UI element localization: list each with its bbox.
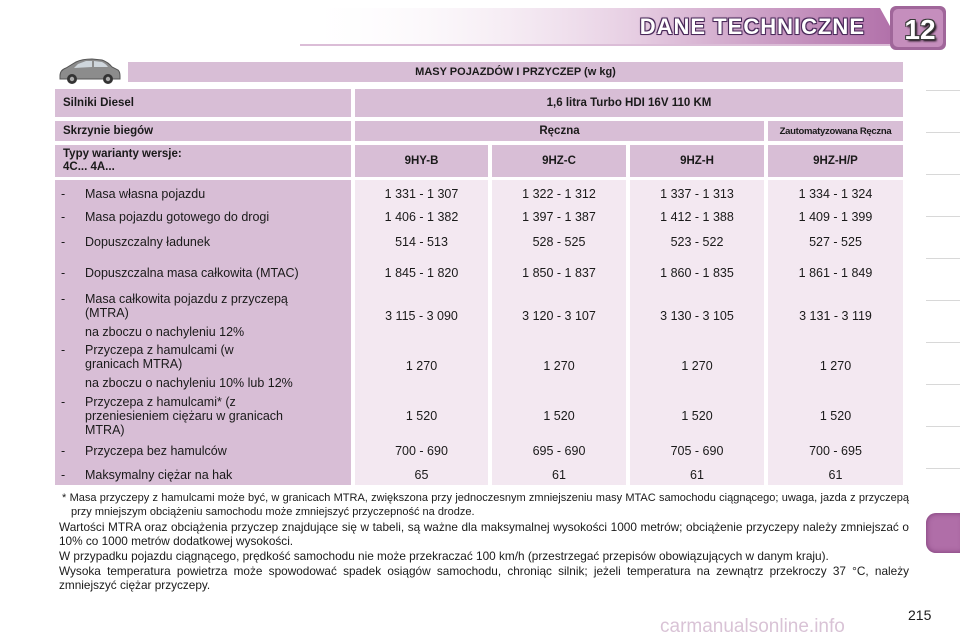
row-label: Przyczepa z hamulcami (w granicach MTRA): [85, 343, 234, 371]
table-row: [55, 183, 903, 205]
engine-label: Silniki Diesel: [55, 89, 351, 117]
row-dash: -: [61, 266, 66, 280]
cell-value: 1 270: [819, 359, 852, 373]
table-row: [55, 440, 903, 462]
cell-value: 1 520: [681, 409, 713, 423]
table-row: [55, 292, 903, 340]
cell-value: 1 331 - 1 307: [384, 187, 459, 201]
cell-value: 527 - 525: [809, 235, 862, 249]
row-dash: -: [61, 444, 66, 458]
type-header: 9HZ-C: [492, 145, 626, 177]
note-paragraph: W przypadku pojazdu ciągnącego, prędkość samochodu nie może przekraczać 100 km/h (przestrzegać przepisów obowiązujących w danym kraju).: [59, 549, 829, 563]
side-tabs: [926, 60, 960, 580]
row-label: Masa pojazdu gotowego do drogi: [85, 210, 270, 224]
cell-value: 695 - 690: [532, 444, 586, 458]
cell-value: 528 - 525: [532, 235, 586, 249]
cell-value: 1 270: [681, 359, 713, 373]
cell-value: 1 322 - 1 312: [522, 187, 596, 201]
side-tab[interactable]: [926, 90, 960, 130]
cell-value: 700 - 695: [809, 444, 862, 458]
cell-value: 1 406 - 1 382: [384, 210, 459, 224]
table-row: [55, 464, 903, 486]
notes-section: [59, 491, 909, 593]
side-tab[interactable]: [926, 384, 960, 424]
type-header: 9HZ-H: [630, 145, 764, 177]
cell-value: 3 131 - 3 119: [799, 309, 872, 323]
gearbox-auto: Zautomatyzowana Ręczna: [768, 121, 903, 141]
cell-value: 1 520: [819, 409, 852, 423]
table-row: [55, 206, 903, 228]
cell-value: 1 334 - 1 324: [798, 187, 873, 201]
engine-row: [55, 89, 903, 117]
cell-value: 1 520: [405, 409, 438, 423]
row-dash: -: [61, 235, 66, 249]
cell-value: 1 337 - 1 313: [660, 187, 734, 201]
row-label: Masa własna pojazdu: [85, 187, 206, 201]
cell-value: 1 861 - 1 849: [798, 266, 873, 280]
cell-value: 61: [828, 468, 843, 482]
row-sublabel: na zboczu o nachyleniu 12%: [85, 325, 245, 339]
cell-value: 3 130 - 3 105: [660, 309, 734, 323]
cell-value: 1 412 - 1 388: [660, 210, 734, 224]
gearbox-row: [55, 121, 903, 141]
cell-value: 65: [414, 468, 429, 482]
types-label-line2: 4C... 4A...: [63, 161, 115, 173]
cell-value: 700 - 690: [395, 444, 448, 458]
car-icon: [56, 56, 122, 86]
cell-value: 1 520: [543, 409, 575, 423]
row-label: Przyczepa z hamulcami* (z przeniesieniem ciężaru w granicach MTRA): [85, 395, 284, 437]
watermark: carmanualsonline.info: [660, 616, 845, 637]
cell-value: 523 - 522: [670, 235, 724, 249]
table-row: [55, 231, 903, 253]
types-row: [55, 145, 903, 177]
row-label: Dopuszczalna masa całkowita (MTAC): [85, 266, 299, 280]
row-dash: -: [61, 292, 66, 306]
chapter-number: 12: [904, 14, 936, 45]
cell-value: 1 397 - 1 387: [522, 210, 596, 224]
row-sublabel: na zboczu o nachyleniu 10% lub 12%: [85, 376, 293, 390]
side-tab[interactable]: [926, 342, 960, 382]
table-row: [55, 395, 903, 437]
table-row: [55, 343, 903, 389]
row-dash: -: [61, 210, 66, 224]
row-label: Maksymalny ciężar na hak: [85, 468, 233, 482]
cell-value: 1 409 - 1 399: [798, 210, 873, 224]
cell-value: 514 - 513: [395, 235, 448, 249]
row-label: Przyczepa bez hamulców: [85, 444, 227, 458]
row-dash: -: [61, 343, 66, 357]
gearbox-manual: Ręczna: [355, 121, 764, 141]
cell-value: 1 850 - 1 837: [522, 266, 596, 280]
row-dash: -: [61, 395, 66, 409]
page-title: DANE TECHNICZNE: [639, 14, 865, 39]
table-caption: MASY POJAZDÓW I PRZYCZEP (w kg): [128, 62, 903, 82]
note-paragraph: Wartości MTRA oraz obciążenia przyczep znajdujące się w tabeli, są ważne dla maksymalnej wysokości 1000 metrów; obciążenie przyczepy należy zmniejszać o 10% co 1000 metrów dodatkowej wysokości.: [59, 520, 909, 548]
cell-value: 1 860 - 1 835: [660, 266, 734, 280]
table-row: [55, 257, 903, 289]
row-dash: -: [61, 468, 66, 482]
note-paragraph: Wysoka temperatura powietrza może spowodować spadek osiągów samochodu, chroniąc silnik; jeżeli temperatura na zewnątrz przekroczy 37 °C, należy zmniejszyć ciężar przyczepy.: [59, 564, 909, 592]
cell-value: 705 - 690: [670, 444, 724, 458]
type-header: 9HY-B: [355, 145, 488, 177]
side-tab[interactable]: [926, 300, 960, 340]
side-tab[interactable]: [926, 216, 960, 256]
side-tab-active[interactable]: [926, 513, 960, 553]
cell-value: 3 115 - 3 090: [385, 309, 458, 323]
side-tab[interactable]: [926, 426, 960, 466]
row-label: Dopuszczalny ładunek: [85, 235, 211, 249]
engine-value: 1,6 litra Turbo HDI 16V 110 KM: [355, 89, 903, 117]
type-header: 9HZ-H/P: [768, 145, 903, 177]
side-tab[interactable]: [926, 174, 960, 214]
cell-value: 1 270: [405, 359, 438, 373]
side-tab[interactable]: [926, 258, 960, 298]
cell-value: 1 845 - 1 820: [384, 266, 459, 280]
side-tab[interactable]: [926, 468, 960, 508]
page-number: 215: [908, 607, 932, 623]
side-tab[interactable]: [926, 132, 960, 172]
cell-value: 1 270: [543, 359, 575, 373]
types-label-line1: Typy warianty wersje:: [63, 148, 182, 160]
row-label: Masa całkowita pojazdu z przyczepą (MTRA): [85, 292, 288, 320]
cell-value: 61: [690, 468, 704, 482]
cell-value: 61: [552, 468, 566, 482]
row-dash: -: [61, 187, 66, 201]
gearbox-label: Skrzynie biegów: [55, 121, 351, 141]
types-label: [55, 145, 351, 177]
footnote: * Masa przyczepy z hamulcami może być, w granicach MTRA, zwiększona przy jednoczesnym zmniejszeniu masy MTAC samochodu ciągnącego; uwaga, jazda z przyczepą przy mniejszym obciążeniu samochodu może zmniejszyć przyczepność na drodze.: [62, 492, 909, 518]
cell-value: 3 120 - 3 107: [522, 309, 596, 323]
